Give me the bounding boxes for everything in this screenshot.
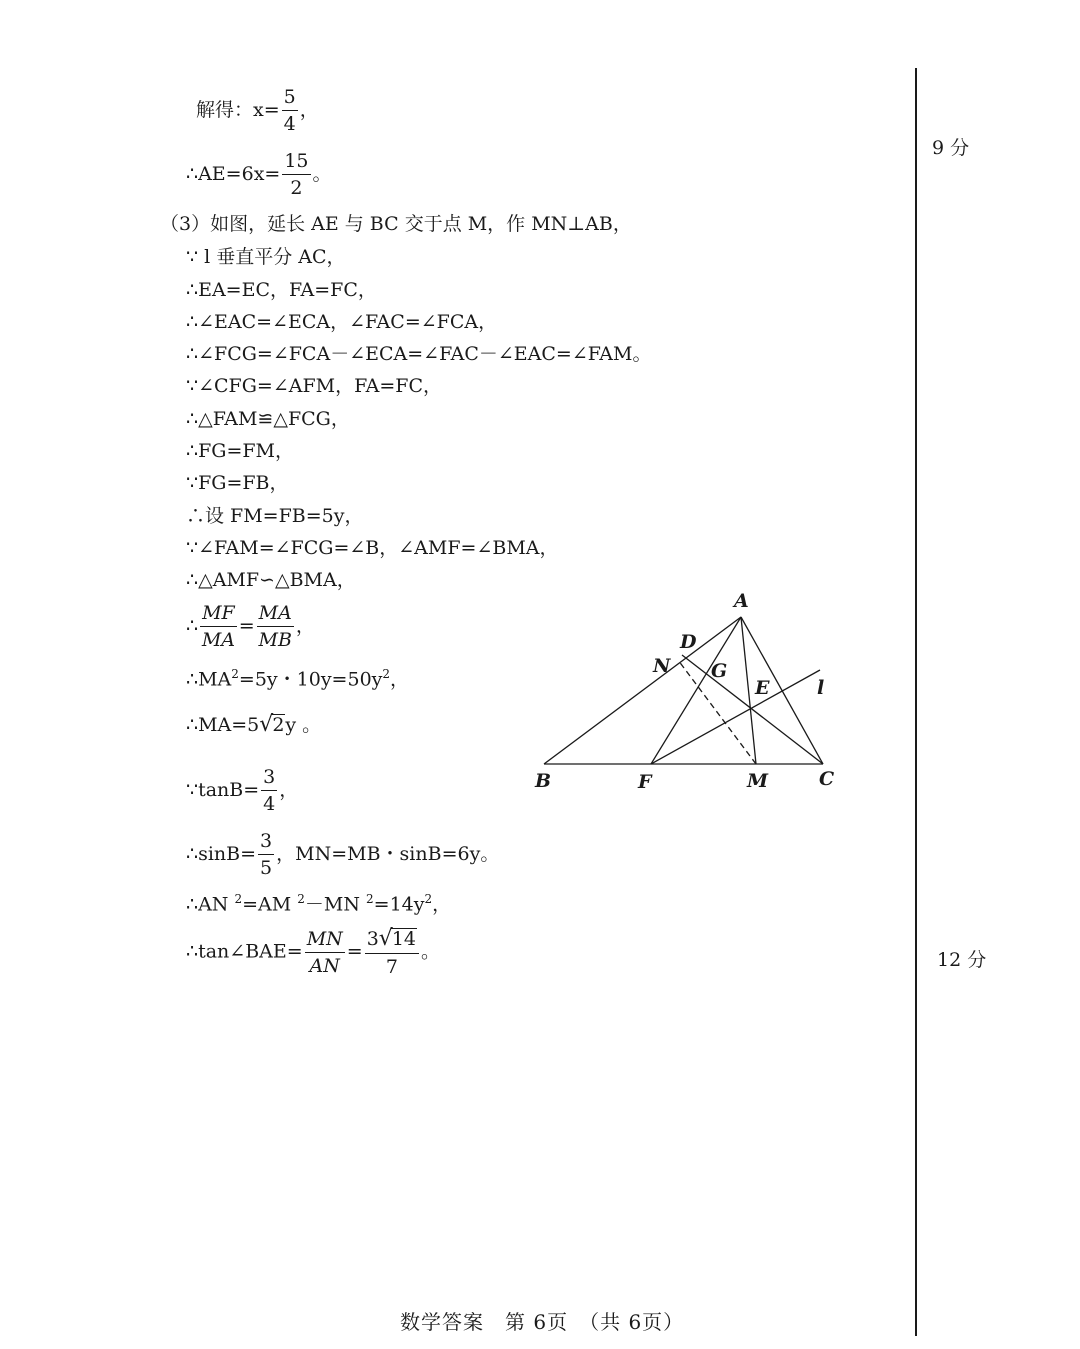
label-C: C bbox=[819, 768, 835, 790]
equals: = bbox=[346, 940, 363, 963]
label-B: B bbox=[535, 770, 552, 792]
proof-line bbox=[186, 714, 321, 736]
fraction bbox=[365, 928, 419, 977]
numerator: 3 bbox=[261, 768, 277, 791]
text: ∴AE=6x= bbox=[186, 163, 281, 185]
denominator: 4 bbox=[263, 793, 276, 815]
denominator: MB bbox=[258, 629, 292, 651]
denominator: 7 bbox=[385, 956, 398, 978]
proof-line: ∵∠CFG=∠AFM，FA=FC， bbox=[186, 375, 442, 397]
text: =AM bbox=[242, 893, 298, 916]
line-l bbox=[651, 670, 820, 764]
exponent: 2 bbox=[234, 892, 243, 906]
denominator: AN bbox=[309, 954, 340, 977]
proof-line bbox=[186, 893, 451, 914]
text: =5y・10y=50y bbox=[238, 668, 383, 691]
radicand: 14 bbox=[391, 928, 417, 950]
denominator: 5 bbox=[260, 857, 273, 879]
exponent: 2 bbox=[366, 892, 374, 906]
proof-line: ∴设 FM=FB=5y， bbox=[186, 505, 364, 527]
numerator: MN bbox=[305, 930, 345, 953]
numerator: 3 bbox=[258, 832, 274, 855]
equals: = bbox=[238, 615, 255, 637]
text: ∴MA=5 bbox=[186, 714, 260, 736]
label-A: A bbox=[734, 590, 749, 612]
proof-line: ∴△FAM≌△FCG， bbox=[186, 408, 350, 430]
numerator: 5 bbox=[282, 88, 298, 111]
fraction bbox=[282, 152, 310, 198]
fraction bbox=[258, 832, 274, 878]
numerator bbox=[365, 928, 419, 954]
ratio-line bbox=[186, 604, 315, 650]
fraction bbox=[261, 768, 277, 814]
label-M: M bbox=[747, 770, 769, 792]
text: y 。 bbox=[285, 714, 322, 736]
coefficient: 3 bbox=[366, 928, 379, 950]
text: ， bbox=[432, 893, 452, 916]
proof-line: ∵∠FAM=∠FCG=∠B，∠AMF=∠BMA， bbox=[186, 537, 559, 559]
score-12: 12 分 bbox=[937, 949, 987, 971]
text: ， bbox=[390, 668, 410, 691]
fraction bbox=[305, 927, 345, 977]
text: ， bbox=[299, 99, 319, 121]
geometry-figure bbox=[530, 590, 890, 810]
fraction bbox=[257, 604, 294, 650]
fraction bbox=[282, 88, 298, 134]
proof-line: ∴∠FCG=∠FCA－∠ECA=∠FAC－∠EAC=∠FAM。 bbox=[186, 343, 652, 365]
denominator: MA bbox=[201, 629, 235, 651]
exponent: 2 bbox=[231, 667, 239, 681]
radical-sign: √ bbox=[259, 712, 274, 737]
proof-line: ∴FG=FM， bbox=[186, 440, 295, 462]
text: ∴sinB= bbox=[186, 843, 257, 865]
proof-line: ∵FG=FB， bbox=[186, 472, 289, 494]
margin-rule bbox=[915, 68, 917, 1336]
score-9: 9 分 bbox=[932, 137, 970, 159]
label-l: l bbox=[817, 677, 825, 699]
text: －MN bbox=[304, 893, 367, 916]
text: ∴MA bbox=[186, 668, 232, 691]
label-F: F bbox=[638, 771, 652, 793]
radical-sign: √ bbox=[378, 926, 393, 951]
text: =14y bbox=[373, 893, 425, 916]
denominator: 4 bbox=[283, 113, 296, 135]
text: ∴tan∠BAE= bbox=[186, 940, 303, 963]
label-E: E bbox=[755, 677, 770, 699]
exponent: 2 bbox=[382, 667, 391, 681]
numerator: 15 bbox=[282, 152, 310, 175]
exponent: 2 bbox=[424, 892, 433, 906]
label-D: D bbox=[680, 631, 697, 653]
proof-line: ∴∠EAC=∠ECA，∠FAC=∠FCA， bbox=[186, 311, 498, 333]
ae-line bbox=[186, 152, 332, 198]
segment-DC bbox=[682, 655, 823, 764]
segment-AB bbox=[544, 617, 741, 764]
sin-line bbox=[186, 832, 499, 878]
text: ， bbox=[295, 615, 315, 637]
text: 。 bbox=[421, 940, 441, 963]
page-footer: 数学答案 第 6页 （共 6页） bbox=[400, 1310, 685, 1334]
fraction bbox=[200, 604, 237, 650]
radicand: 2 bbox=[272, 714, 285, 736]
text: ∵tanB= bbox=[186, 779, 260, 801]
final-answer-line bbox=[186, 928, 440, 977]
text: ，MN=MB・sinB=6y。 bbox=[276, 843, 500, 865]
text: ∴ bbox=[186, 615, 199, 637]
proof-line bbox=[186, 668, 409, 689]
denominator: 2 bbox=[290, 177, 303, 199]
solve-line bbox=[196, 88, 319, 134]
numerator: MF bbox=[200, 604, 237, 627]
text: 解得：x= bbox=[196, 99, 280, 121]
proof-line: ∵ l 垂直平分 AC， bbox=[186, 246, 346, 268]
text: 。 bbox=[312, 163, 332, 185]
proof-line: ∴EA=EC，FA=FC， bbox=[186, 279, 377, 301]
exponent: 2 bbox=[297, 892, 305, 906]
label-N: N bbox=[653, 655, 671, 677]
label-G: G bbox=[711, 660, 728, 682]
text: ， bbox=[279, 779, 299, 801]
part3-intro: （3）如图，延长 AE 与 BC 交于点 M，作 MN⊥AB， bbox=[160, 213, 632, 235]
proof-line: ∴△AMF∽△BMA， bbox=[186, 569, 356, 591]
text: ∴AN bbox=[186, 893, 235, 916]
tan-line bbox=[186, 768, 298, 814]
numerator: MA bbox=[257, 604, 294, 627]
